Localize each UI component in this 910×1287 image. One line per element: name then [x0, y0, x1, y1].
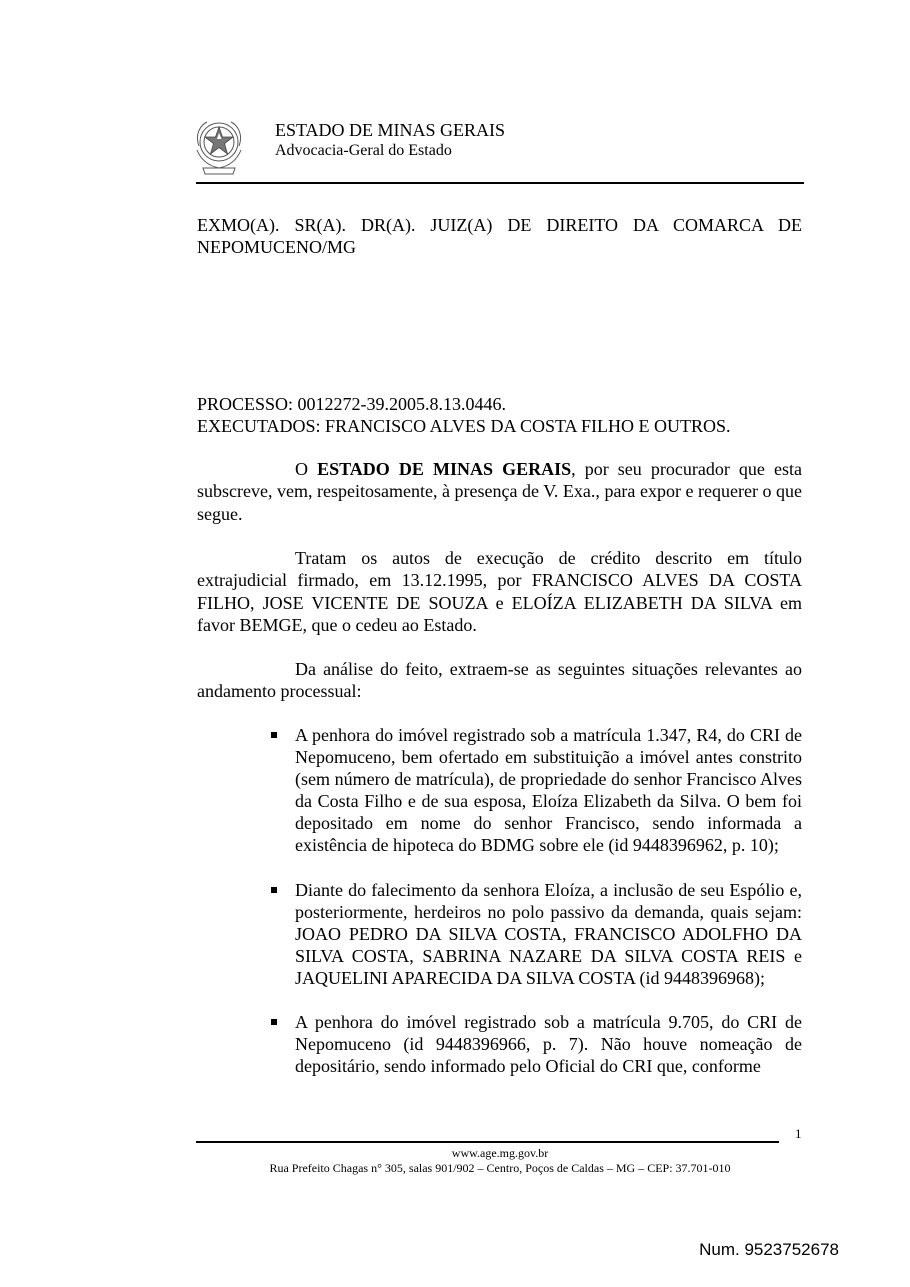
addressee: [197, 214, 802, 259]
situations-list: [295, 724, 802, 1077]
facts-paragraph: Tratam os autos de execução de crédito descrito em título extrajudicial firmado, em 13.12.1995, por FRANCISCO ALVES DA COSTA FILHO, JOSE VICENTE DE SOUZA e ELOÍZA ELIZABETH DA SILVA em favor BEMGE, que o cedeu ao Estado.: [197, 548, 802, 635]
coat-of-arms-icon: [193, 116, 245, 176]
addressee-line1: EXMO(A). SR(A). DR(A). JUIZ(A) DE DIREITO DA COMARCA DE: [197, 215, 802, 235]
list-item: [295, 1011, 802, 1077]
bullet-marker: [271, 1019, 277, 1025]
list-item: [295, 879, 802, 989]
footer-url: www.age.mg.gov.br: [451, 1146, 549, 1160]
bullet-marker: [271, 732, 277, 738]
list-item: [295, 724, 802, 857]
intro-paragraph: [197, 458, 802, 525]
bullet-marker: [271, 887, 277, 893]
case-info: [197, 393, 802, 438]
page-number: 1: [795, 1126, 802, 1141]
intro-party: ESTADO DE MINAS GERAIS: [317, 459, 572, 479]
list-item-text: A penhora do imóvel registrado sob a matrícula 9.705, do CRI de Nepomuceno (id 9448396966, p. 7). Não houve nomeação de depositário, sendo informado pelo Oficial do CRI que, conforme: [295, 1012, 802, 1077]
footer-divider: [196, 1141, 779, 1143]
letterhead-state: ESTADO DE MINAS GERAIS: [275, 120, 506, 140]
intro-prefix: O: [295, 459, 318, 479]
intro-rest: , por seu procurador que esta subscreve, vem, respeitosamente, à presença de V. Exa., para expor e requerer o que segue.: [197, 459, 802, 524]
defendants: EXECUTADOS: FRANCISCO ALVES DA COSTA FILHO E OUTROS.: [197, 416, 731, 437]
process-number: PROCESSO: 0012272-39.2005.8.13.0446.: [197, 394, 507, 414]
list-item-text: Diante do falecimento da senhora Eloíza, a inclusão de seu Espólio e, posteriormente, herdeiros no polo passivo da demanda, quais sejam: JOAO PEDRO DA SILVA COSTA, FRANCISCO ADOLFHO DA SILVA COSTA, SABRINA NAZARE DA SILVA COSTA REIS e JAQUELINI APARECIDA DA SILVA COSTA (id 9448396968);: [295, 879, 802, 988]
list-item-text: A penhora do imóvel registrado sob a matrícula 1.347, R4, do CRI de Nepomuceno, bem ofertado em substituição a imóvel antes constrito (sem número de matrícula), de propriedade do senhor Francisco Alves da Costa Filho e de sua esposa, Eloíza Elizabeth da Silva. O bem foi depositado em nome do senhor Francisco, sendo informada a existência de hipoteca do BDMG sobre ele (id 9448396962, p. 10);: [295, 725, 802, 856]
analysis-paragraph: Da análise do feito, extraem-se as seguintes situações relevantes ao andamento processual:: [197, 659, 802, 702]
letterhead-agency: Advocacia-Geral do Estado: [275, 142, 452, 159]
addressee-line2: NEPOMUCENO/MG: [197, 237, 357, 258]
header-divider: [196, 182, 804, 184]
footer-address: Rua Prefeito Chagas n° 305, salas 901/902 – Centro, Poços de Caldas – MG – CEP: 37.701-010: [269, 1161, 731, 1175]
document-number: Num. 9523752678: [699, 1240, 839, 1259]
